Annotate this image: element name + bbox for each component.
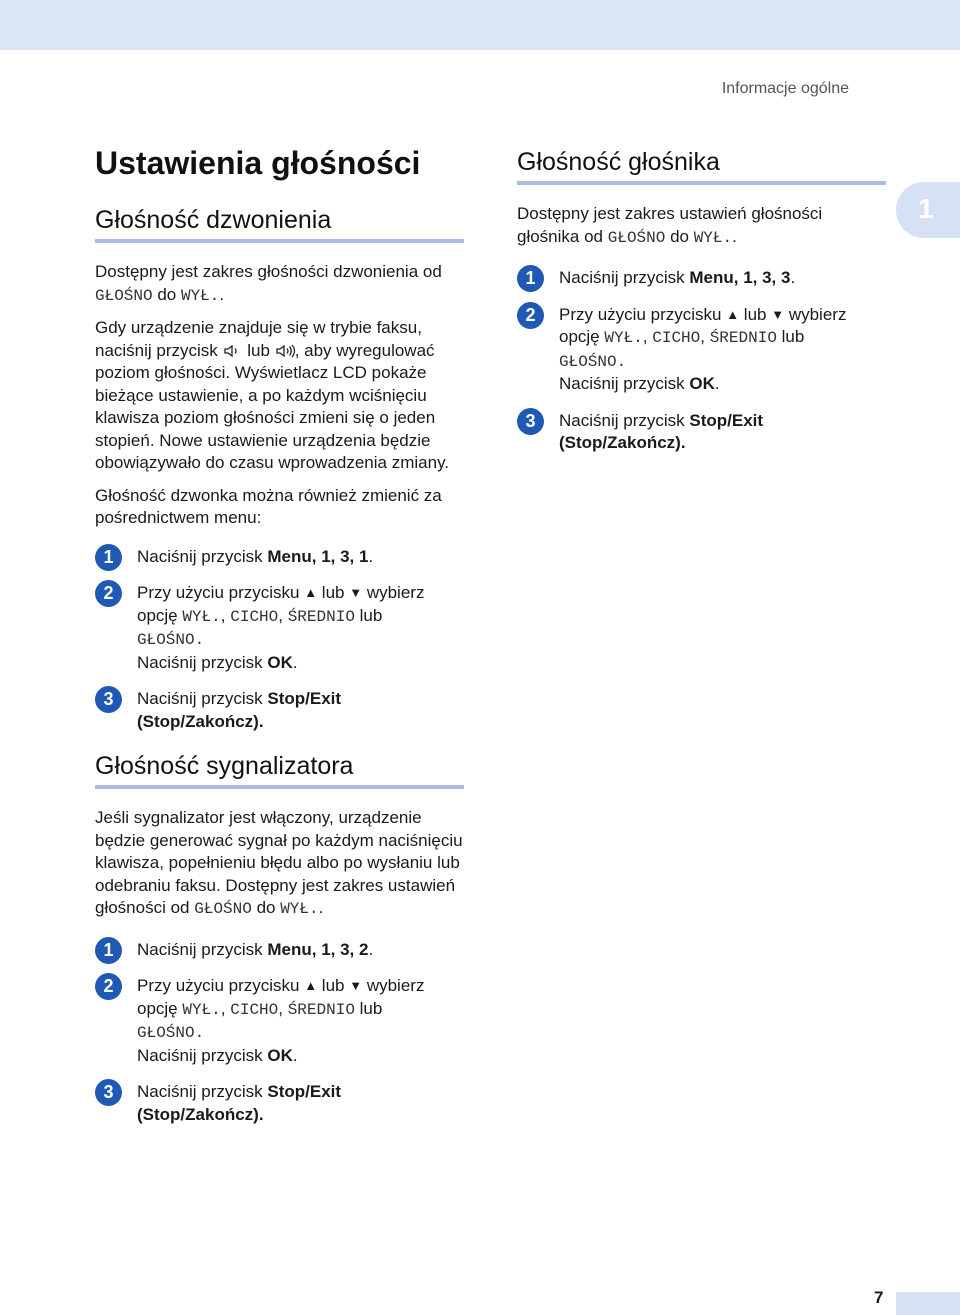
beeper-volume-section: [95, 749, 467, 1126]
chapter-tab: [896, 182, 960, 238]
ok-key: OK: [267, 652, 293, 672]
ring-menu-paragraph: Głośność dzwonka można również zmienić za pośrednictwem menu:: [95, 485, 442, 527]
step-number-badge: 2: [95, 973, 122, 1000]
up-arrow-icon: ▲: [726, 306, 740, 322]
left-column: [95, 143, 467, 1140]
ring-steps: [95, 546, 467, 734]
page-footer-bar: [896, 1292, 960, 1315]
ring-volume-section: [95, 203, 467, 733]
volume-up-icon: [275, 344, 295, 358]
step-number-badge: 3: [517, 408, 544, 435]
section-header: Informacje ogólne: [721, 80, 849, 97]
step-number-badge: 1: [517, 265, 544, 292]
stop-exit-key: Stop/Exit (Stop/Zakończ): [137, 689, 342, 731]
list-item: 1 Naciśnij przycisk Menu, 1, 3, 2.: [95, 939, 467, 962]
menu-key: Menu: [267, 939, 312, 959]
list-item: 1 Naciśnij przycisk Menu, 1, 3, 3.: [517, 267, 889, 290]
list-item: 2 Przy użyciu przycisku ▲ lub ▼ wybierz opcję WYŁ., CICHO, ŚREDNIO lub GŁOŚNO. Naciśnij przycisk OK.: [517, 304, 889, 396]
down-arrow-icon: ▼: [771, 306, 785, 322]
menu-key: Menu: [267, 546, 312, 566]
list-item: 3 Naciśnij przycisk Stop/Exit (Stop/Zakończ).: [95, 688, 467, 733]
speaker-range-paragraph: Dostępny jest zakres ustawień głośności głośnika od GŁOŚNO do WYŁ..: [517, 204, 823, 247]
beeper-steps: [95, 939, 467, 1127]
down-arrow-icon: ▼: [349, 978, 363, 993]
stop-exit-key: Stop/Exit (Stop/Zakończ): [559, 410, 764, 452]
right-column: [517, 143, 889, 469]
list-item: 1 Naciśnij przycisk Menu, 1, 3, 1.: [95, 546, 467, 569]
ring-volume-heading: Głośność dzwonienia: [95, 203, 464, 243]
step-number-badge: 2: [517, 302, 544, 329]
menu-key: Menu: [689, 268, 734, 287]
step-number-badge: 3: [95, 1079, 122, 1106]
top-band: [0, 0, 960, 50]
stop-exit-key: Stop/Exit (Stop/Zakończ): [137, 1082, 342, 1124]
up-arrow-icon: ▲: [304, 978, 318, 993]
speaker-volume-heading: Głośność głośnika: [517, 145, 886, 185]
step-number-badge: 1: [95, 544, 122, 571]
up-arrow-icon: ▲: [304, 585, 318, 600]
step-number-badge: 3: [95, 686, 122, 713]
beeper-volume-heading: Głośność sygnalizatora: [95, 749, 464, 789]
ring-fax-mode-paragraph: Gdy urządzenie znajduje się w trybie faksu, naciśnij przycisk lub , aby wyregulować poziom głośności. Wyświetlacz LCD pokaże bieżące ustawienie, a po każdym wciśnięciu klawisza poziom głośności zmieni się o jeden stopień. Nowe ustawienie urządzenia będzie obowiązywało do czasu wprowadzenia zmiany.: [95, 318, 450, 472]
list-item: 2 Przy użyciu przycisku ▲ lub ▼ wybierz opcję WYŁ., CICHO, ŚREDNIO lub GŁOŚNO. Naciśnij przycisk OK.: [95, 975, 467, 1067]
ring-range-paragraph: Dostępny jest zakres głośności dzwonienia od GŁOŚNO do WYŁ..: [95, 262, 442, 305]
list-item: 3 Naciśnij przycisk Stop/Exit (Stop/Zakończ).: [95, 1081, 467, 1126]
list-item: 2 Przy użyciu przycisku ▲ lub ▼ wybierz opcję WYŁ., CICHO, ŚREDNIO lub GŁOŚNO. Naciśnij przycisk OK.: [95, 582, 467, 674]
volume-down-icon: [223, 344, 243, 358]
chapter-number: 1: [918, 193, 934, 224]
speaker-steps: [517, 267, 889, 455]
page-number: 7: [874, 1288, 884, 1307]
speaker-volume-section: [517, 145, 889, 455]
page-title: Ustawienia głośności: [95, 145, 421, 181]
step-number-badge: 2: [95, 580, 122, 607]
ok-key: OK: [267, 1045, 293, 1065]
step-number-badge: 1: [95, 937, 122, 964]
list-item: 3 Naciśnij przycisk Stop/Exit (Stop/Zakończ).: [517, 410, 889, 455]
ok-key: OK: [689, 374, 715, 393]
down-arrow-icon: ▼: [349, 585, 363, 600]
beeper-paragraph: Jeśli sygnalizator jest włączony, urządzenie będzie generować sygnał po każdym naciśnięciu klawisza, popełnieniu błędu albo po wysłaniu lub odebraniu faksu. Dostępny jest zakres ustawień głośności od GŁOŚNO do WYŁ..: [95, 808, 463, 918]
